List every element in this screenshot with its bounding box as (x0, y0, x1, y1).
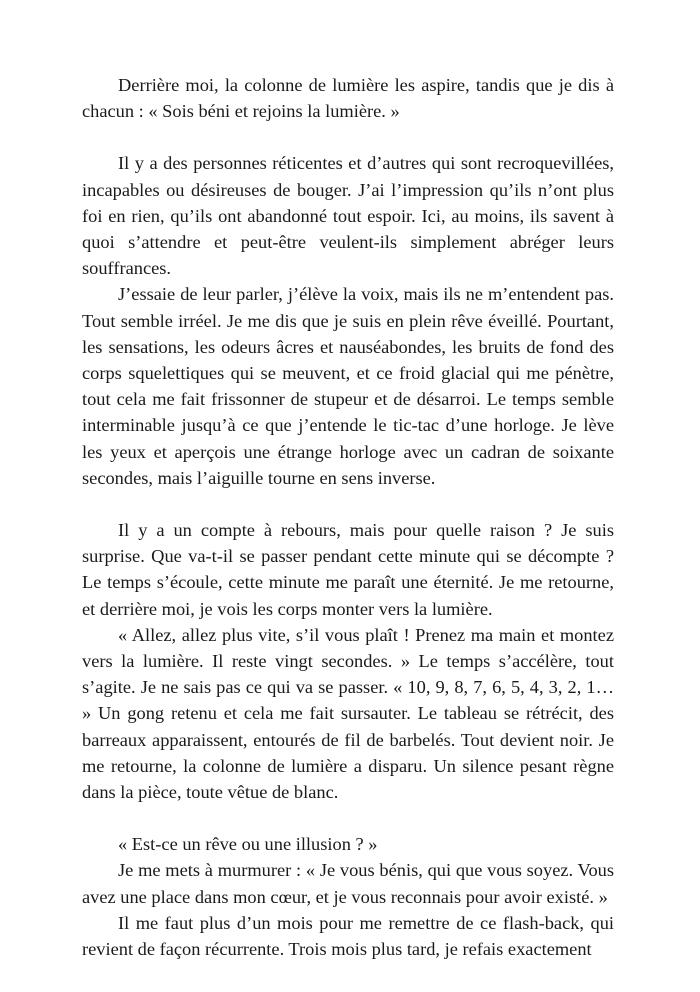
paragraph-2: Il y a des personnes réticentes et d’autres qui sont recroquevillées, incapables ou désireuses de bouger. J’ai l’impression qu’ils n’ont plus foi en rien, qu’ils ont abandonné tout espoir. Ici, au moins, ils savent à quoi s’attendre et peut-être veulent-ils simplement abréger leurs souffrances. (82, 153, 614, 279)
paragraph-5: « Allez, allez plus vite, s’il vous plaît ! Prenez ma main et montez vers la lumière. Il reste vingt secondes. » Le temps s’accélère, tout s’agite. Je ne sais pas ce qui va se passer. « 10, 9, 8, 7, 6, 5, 4, 3, 2, 1… » Un gong retenu et cela me fait sursauter. Le tableau se rétrécit, des barreaux apparaissent, entourés de fil de barbelés. Tout devient noir. Je me retourne, la colonne de lumière a disparu. Un silence pesant règne dans la pièce, toute vêtue de blanc. (82, 624, 614, 803)
paragraph-1: Derrière moi, la colonne de lumière les aspire, tandis que je dis à chacun : « Sois béni et rejoins la lumière. » (82, 75, 614, 122)
paragraph-6: « Est-ce un rêve ou une illusion ? » (118, 834, 378, 855)
paragraph-7: Je me mets à murmurer : « Je vous bénis, qui que vous soyez. Vous avez une place dans mon cœur, et je vous reconnais pour avoir existé. » (82, 860, 614, 907)
paragraph-4: Il y a un compte à rebours, mais pour quelle raison ? Je suis surprise. Que va-t-il se passer pendant cette minute qui se décompte ? Le temps s’écoule, cette minute me paraît une éternité. Je me retourne, et derrière moi, je vois les corps monter vers la lumière. (82, 520, 614, 619)
paragraph-3: J’essaie de leur parler, j’élève la voix, mais ils ne m’entendent pas. Tout semble irréel. Je me dis que je suis en plein rêve éveillé. Pourtant, les sensations, les odeurs âcres et nauséabondes, les bruits de fond des corps squelettiques qui se meuvent, et ce froid glacial qui me pénètre, tout cela me fait frissonner de stupeur et de désarroi. Le temps semble interminable jusqu’à ce que j’entende le tic-tac d’une horloge. Je lève les yeux et aperçois une étrange horloge avec un cadran de soixante secondes, mais l’aiguille tourne en sens inverse. (82, 284, 614, 488)
paragraph-8: Il me faut plus d’un mois pour me remettre de ce flash-back, qui revient de façon récurrente. Trois mois plus tard, je refais exactement (82, 912, 614, 960)
page-text (82, 72, 614, 962)
